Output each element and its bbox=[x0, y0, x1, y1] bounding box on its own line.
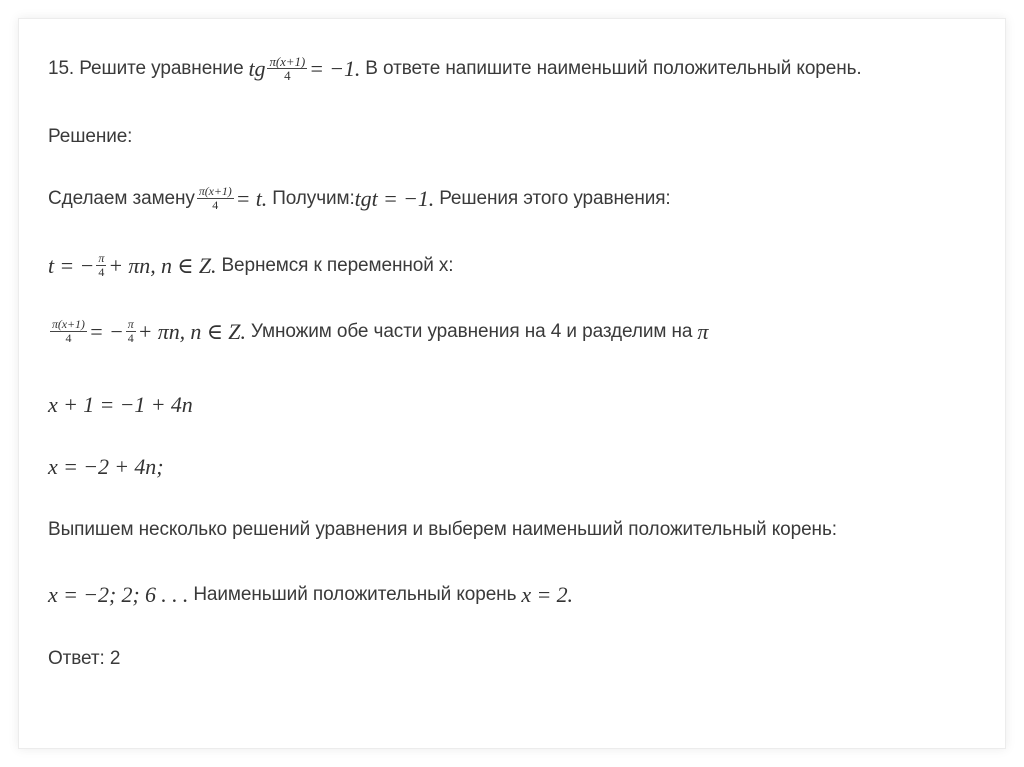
solution-label: Решение: bbox=[48, 126, 133, 147]
line3-text: Умножим обе части уравнения на 4 и разделим на bbox=[250, 320, 693, 342]
slide-frame bbox=[18, 18, 1006, 749]
line3-fraction-2-den: 4 bbox=[127, 331, 134, 345]
line3-fraction-1 bbox=[50, 318, 87, 345]
line3-fraction-2 bbox=[126, 318, 136, 345]
line2-fraction-num: π bbox=[98, 251, 105, 265]
line1-math-a: = t. bbox=[235, 185, 268, 211]
problem-fraction-num: π(x+1) bbox=[269, 54, 306, 69]
line2-math-a: t = − bbox=[48, 252, 95, 278]
line1-text-a: Сделаем замену bbox=[48, 187, 195, 209]
problem-statement bbox=[48, 55, 862, 82]
solution-line-6 bbox=[48, 519, 837, 541]
problem-rhs: = −1. bbox=[309, 55, 361, 81]
line1-text-c: Решения этого уравнения: bbox=[439, 187, 671, 209]
problem-prefix: 15. Решите уравнение bbox=[48, 57, 244, 79]
line7-math-b: x = 2. bbox=[521, 582, 573, 607]
line3-fraction-2-num: π bbox=[127, 317, 134, 331]
line3-math-a: = − bbox=[88, 318, 124, 344]
line1-text-b: Получим: bbox=[272, 187, 355, 209]
line6-text: Выпишем несколько решений уравнения и выберем наименьший положительный корень: bbox=[48, 519, 837, 540]
solution-line-4 bbox=[48, 392, 193, 418]
line7-math-a: x = −2; 2; 6 . . . bbox=[48, 582, 189, 607]
line7-text: Наименьший положительный корень bbox=[193, 584, 517, 605]
line3-fraction-1-num: π(x+1) bbox=[52, 317, 85, 331]
line1-fraction-den: 4 bbox=[212, 198, 219, 212]
problem-tg: tg bbox=[248, 55, 266, 81]
line4-math: x + 1 = −1 + 4n bbox=[48, 392, 193, 417]
answer-line bbox=[48, 648, 120, 670]
problem-suffix: В ответе напишите наименьший положительный корень. bbox=[365, 57, 862, 79]
solution-line-7 bbox=[48, 582, 573, 608]
line2-math-b: + πn, n ∈ Z. bbox=[108, 252, 217, 278]
line1-fraction-num: π(x+1) bbox=[198, 184, 232, 198]
line3-math-b: + πn, n ∈ Z. bbox=[137, 318, 246, 344]
line1-math-b: tgt = −1. bbox=[354, 185, 435, 211]
solution-line-5 bbox=[48, 454, 163, 480]
solution-line-2 bbox=[48, 252, 453, 279]
answer-text: Ответ: 2 bbox=[48, 648, 121, 669]
problem-fraction-den: 4 bbox=[284, 68, 291, 83]
line2-fraction-den: 4 bbox=[98, 265, 105, 279]
solution-line-1 bbox=[48, 185, 671, 212]
line2-fraction bbox=[96, 252, 106, 279]
solution-label-line bbox=[48, 126, 132, 148]
line3-fraction-1-den: 4 bbox=[65, 331, 72, 345]
line3-pi: π bbox=[697, 318, 709, 344]
solution-line-3 bbox=[48, 318, 708, 345]
line2-text: Вернемся к переменной x: bbox=[221, 254, 454, 276]
problem-fraction bbox=[267, 55, 307, 82]
line5-math: x = −2 + 4n; bbox=[48, 454, 164, 479]
line1-fraction bbox=[197, 185, 234, 212]
